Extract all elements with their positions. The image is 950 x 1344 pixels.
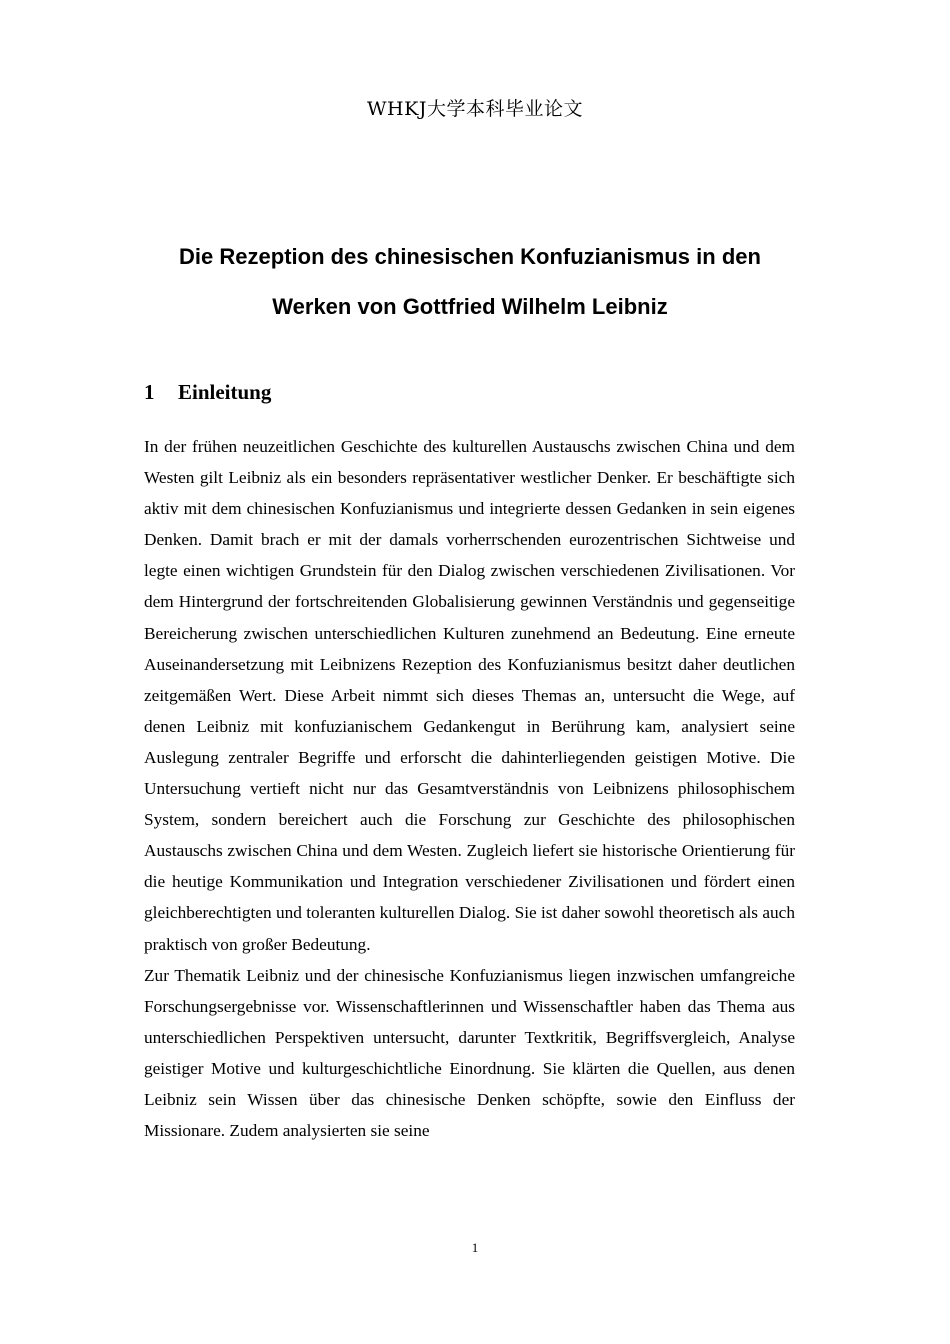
body-text [144,431,795,1146]
document-title [140,232,800,332]
section-heading [144,380,271,405]
section-title: Einleitung [178,380,272,404]
section-number: 1 [144,380,155,404]
title-line-2: Werken von Gottfried Wilhelm Leibniz [272,294,668,319]
page-number: 1 [471,1240,479,1255]
running-header: WHKJ大学本科毕业论文 [367,98,583,120]
paragraph: In der frühen neuzeitlichen Geschichte des kulturellen Austauschs zwischen China und dem Westen gilt Leibniz als ein besonders repräsentativer westlicher Denker. Er beschäftigte sich aktiv mit dem chinesischen Konfuzianismus und integrierte dessen Gedanken in sein eigenes Denken. Damit brach er mit der damals vorherrschenden eurozentrischen Sichtweise und legte einen wichtigen Grundstein für den Dialog zwischen verschiedenen Zivilisationen. Vor dem Hintergrund der fortschreitenden Globalisierung gewinnen Verständnis und gegenseitige Bereicherung zwischen unterschiedlichen Kulturen zunehmend an Bedeutung. Eine erneute Auseinandersetzung mit Leibnizens Rezeption des Konfuzianismus besitzt daher deutlichen zeitgemäßen Wert. Diese Arbeit nimmt sich dieses Themas an, untersucht die Wege, auf denen Leibniz mit konfuzianischem Gedankengut in Berührung kam, analysiert seine Auslegung zentraler Begriffe und erforscht die dahinterliegenden geistigen Motive. Die Untersuchung vertieft nicht nur das Gesamtverständnis von Leibnizens philosophischem System, sondern bereichert auch die Forschung zur Geschichte des philosophischen Austauschs zwischen China und dem Westen. Zugleich liefert sie historische Orientierung für die heutige Kommunikation und Integration verschiedener Zivilisationen und fördert einen gleichberechtigten und toleranten kulturellen Dialog. Sie ist daher sowohl theoretisch als auch praktisch von großer Bedeutung. [144,437,795,954]
paragraph: Zur Thematik Leibniz und der chinesische Konfuzianismus liegen inzwischen umfangreiche Forschungsergebnisse vor. Wissenschaftlerinnen und Wissenschaftler haben das Thema aus unterschiedlichen Perspektiven untersucht, darunter Textkritik, Begriffsvergleich, Analyse geistiger Motive und kulturgeschichtliche Einordnung. Sie klärten die Quellen, aus denen Leibniz sein Wissen über das chinesische Denken schöpfte, sowie den Einfluss der Missionare. Zudem analysierten sie seine [144,965,795,1141]
title-line-1: Die Rezeption des chinesischen Konfuzianismus in den [179,244,761,269]
